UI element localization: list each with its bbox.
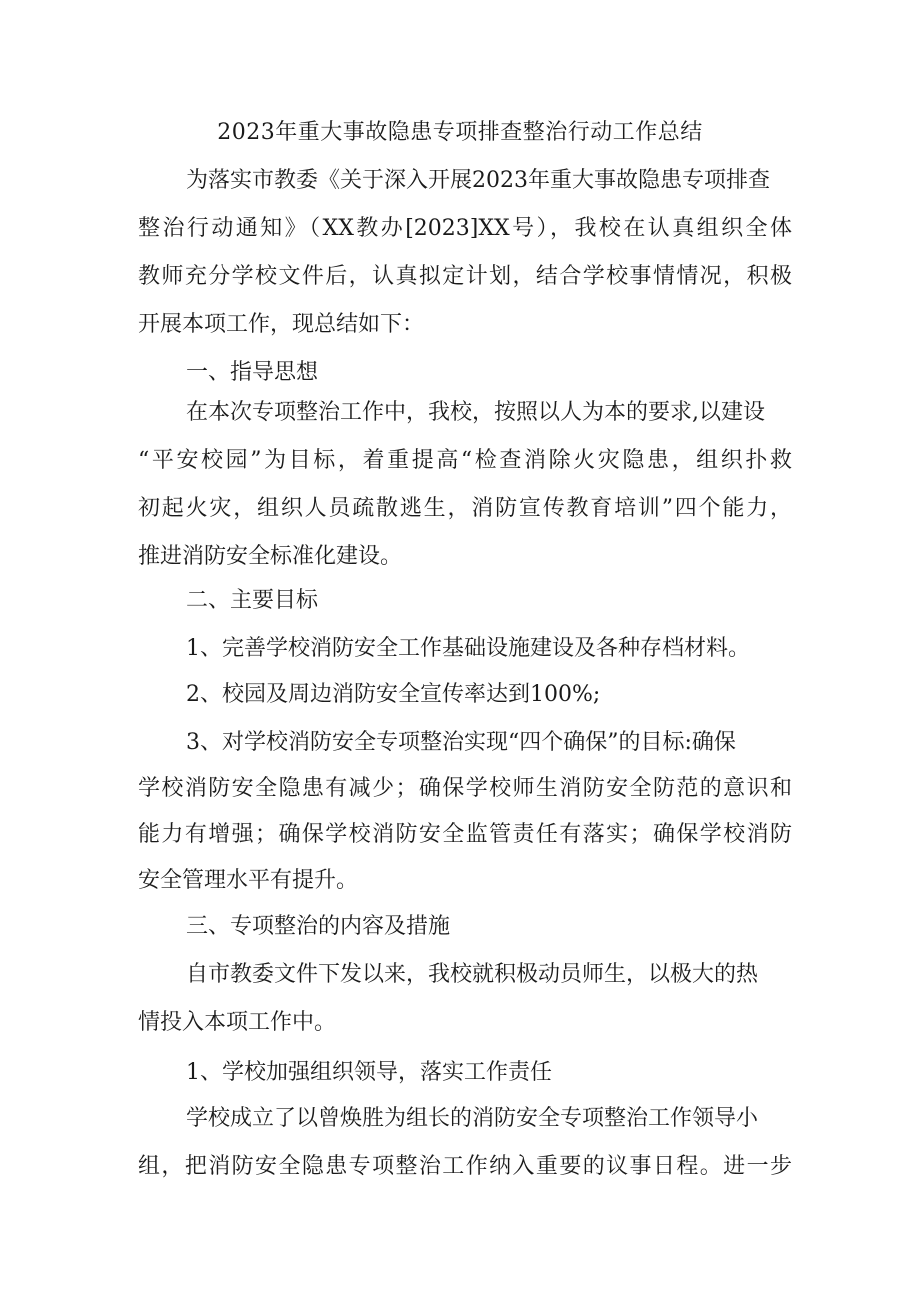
section-heading: 三、专项整治的内容及措施 (186, 914, 451, 939)
paragraph-line: 自市教委文件下发以来，我校就积极动员师生，以极大的热 (186, 962, 759, 987)
section-heading: 一、指导思想 (186, 360, 319, 385)
paragraph-line: 情投入本项工作中。 (138, 1010, 337, 1035)
paragraph-line: 为落实市教委《关于深入开展2023年重大事故隐患专项排查 (186, 168, 770, 193)
paragraph-line: 组，把消防安全隐患专项整治工作纳入重要的议事日程。进一步 (138, 1154, 792, 1179)
subsection-heading: 1、学校加强组织领导，落实工作责任 (186, 1060, 552, 1085)
list-item: 3、对学校消防安全专项整治实现“四个确保”的目标:确保 (186, 730, 736, 755)
document-title: 2023年重大事故隐患专项排查整治行动工作总结 (217, 120, 703, 145)
paragraph-line: 学校成立了以曾焕胜为组长的消防安全专项整治工作领导小 (186, 1106, 759, 1131)
paragraph-line: 开展本项工作，现总结如下： (138, 312, 425, 337)
paragraph-line: 在本次专项整治工作中，我校，按照以人为本的要求,以建设 (186, 400, 765, 425)
paragraph-line: 初起火灾，组织人员疏散逃生，消防宣传教育培训”四个能力， (138, 496, 792, 521)
paragraph-line: 安全管理水平有提升。 (138, 868, 359, 893)
paragraph-line: 教师充分学校文件后，认真拟定计划，结合学校事情情况，积极 (138, 264, 792, 289)
paragraph-line: 学校消防安全隐患有减少；确保学校师生消防安全防范的意识和 (138, 776, 792, 801)
paragraph-line: 推进消防安全标准化建设。 (138, 544, 403, 569)
list-item: 1、完善学校消防安全工作基础设施建设及各种存档材料。 (186, 636, 750, 661)
list-item: 2、校园及周边消防安全宣传率达到100%; (186, 682, 601, 707)
paragraph-line: “平安校园”为目标，着重提高“检查消除火灾隐患，组织扑救 (138, 448, 792, 473)
paragraph-line: 整治行动通知》（XX教办[2023]XX号），我校在认真组织全体 (138, 216, 792, 241)
paragraph-line: 能力有增强；确保学校消防安全监管责任有落实；确保学校消防 (138, 822, 792, 847)
section-heading: 二、主要目标 (186, 588, 319, 613)
